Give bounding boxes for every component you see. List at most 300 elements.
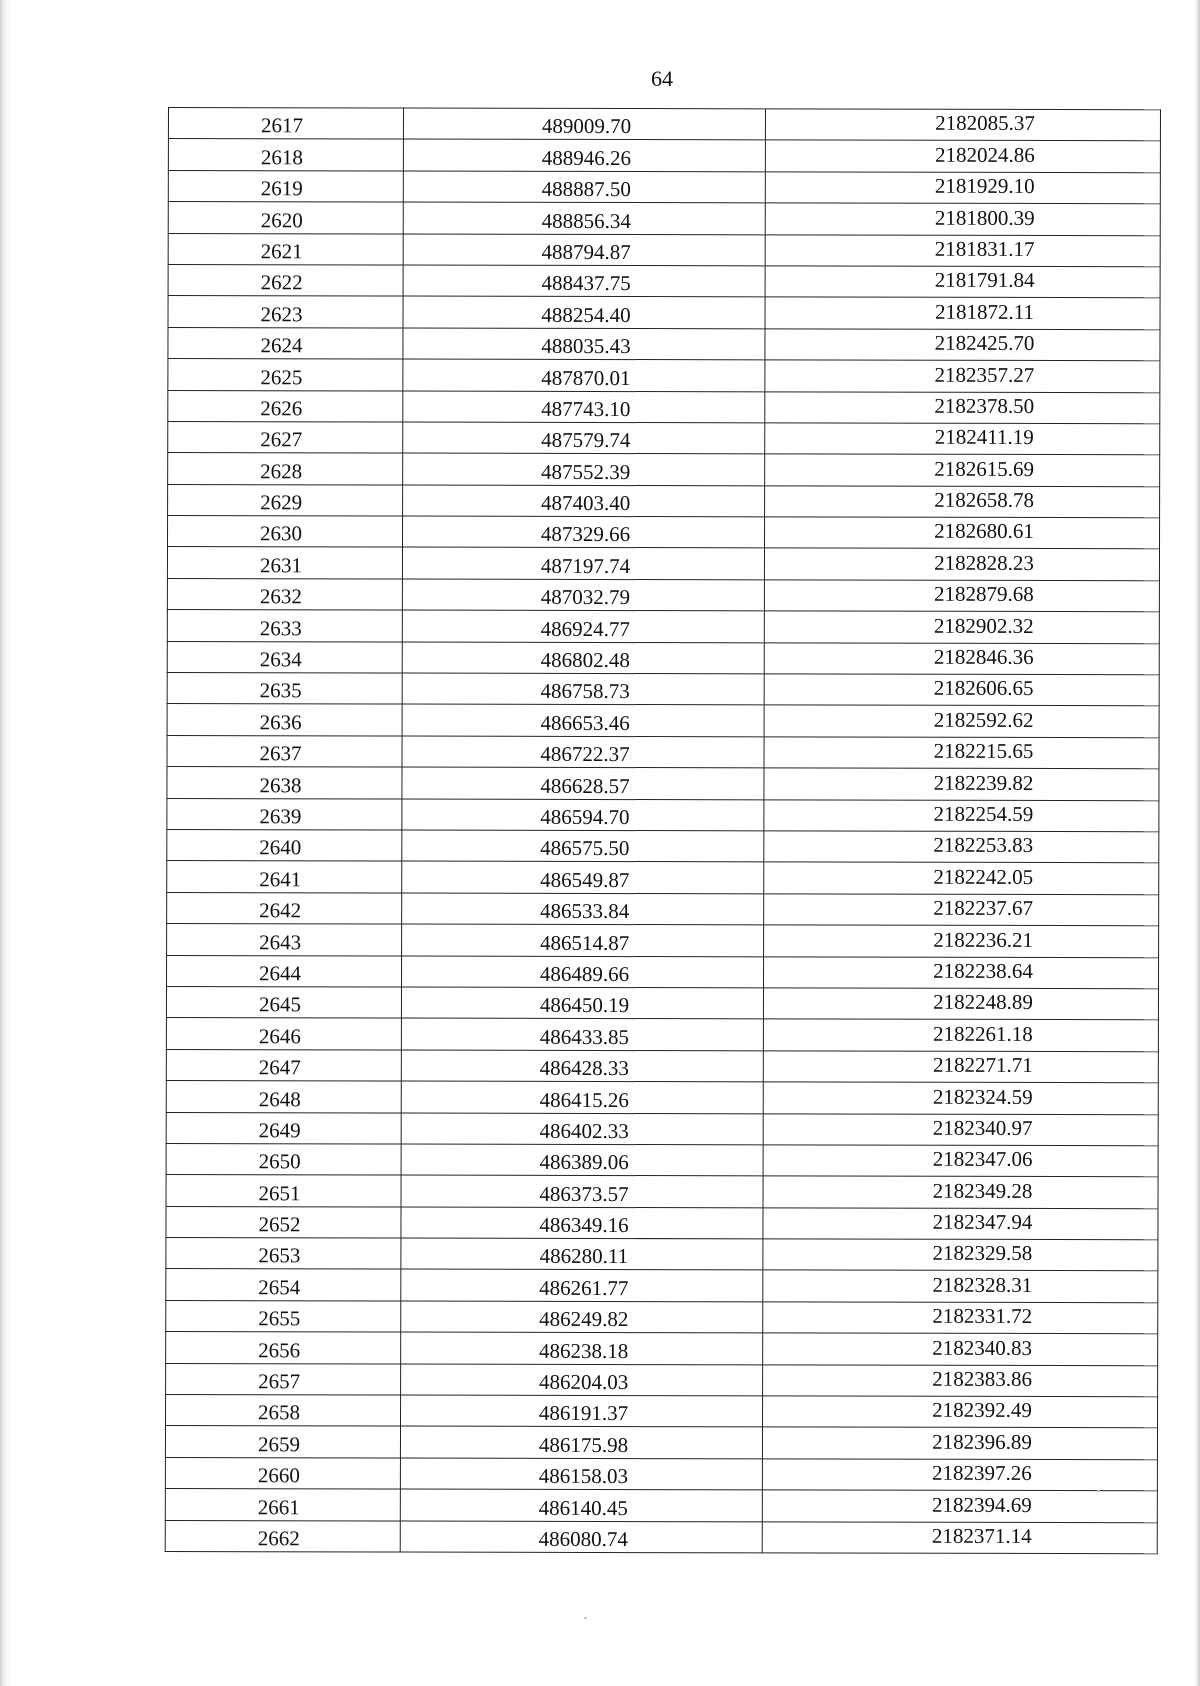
x-coordinate-cell — [402, 924, 764, 956]
x-coordinate-cell-text: 488794.87 — [541, 239, 631, 265]
x-coordinate-cell — [400, 1521, 762, 1553]
x-coordinate-cell — [402, 673, 764, 705]
scan-edge-left — [0, 0, 10, 1686]
y-coordinate-cell — [764, 548, 1159, 580]
point-number-cell — [167, 955, 402, 987]
x-coordinate-cell-text: 486389.06 — [539, 1150, 629, 1175]
point-number-cell — [168, 453, 403, 485]
point-number-cell-text: 2639 — [259, 804, 302, 829]
point-number-cell-text: 2628 — [260, 458, 303, 483]
x-coordinate-cell — [401, 1269, 763, 1301]
point-number-cell — [166, 1112, 401, 1144]
x-coordinate-cell — [401, 1207, 763, 1239]
y-coordinate-cell — [763, 1396, 1158, 1428]
point-number-cell — [166, 1018, 401, 1050]
point-number-cell — [168, 233, 403, 265]
x-coordinate-cell — [403, 139, 765, 171]
y-coordinate-cell-text: 2182378.50 — [934, 393, 1035, 418]
point-number-cell — [166, 1332, 401, 1364]
x-coordinate-cell-text: 488856.34 — [541, 208, 631, 233]
point-number-cell — [166, 1175, 401, 1207]
table-row — [168, 233, 1160, 267]
table-row — [166, 1049, 1158, 1083]
point-number-cell — [166, 1363, 401, 1395]
y-coordinate-cell — [763, 1270, 1158, 1302]
y-coordinate-cell — [763, 1145, 1158, 1177]
x-coordinate-cell — [403, 422, 765, 454]
x-coordinate-cell — [402, 861, 764, 893]
point-number-cell — [167, 641, 402, 673]
y-coordinate-cell — [765, 172, 1160, 204]
table-row — [166, 1081, 1158, 1115]
coordinate-table-body — [165, 108, 1160, 1554]
point-number-cell-text: 2619 — [260, 176, 303, 201]
y-coordinate-cell — [765, 329, 1160, 361]
point-number-cell — [166, 1269, 401, 1301]
point-number-cell-text: 2631 — [259, 553, 302, 578]
point-number-cell-text: 2647 — [258, 1055, 301, 1080]
point-number-cell-text: 2621 — [260, 239, 303, 264]
y-coordinate-cell-text: 2182248.89 — [933, 990, 1033, 1015]
table-row — [168, 453, 1160, 487]
point-number-cell — [168, 359, 403, 391]
y-coordinate-cell-text: 2182242.05 — [933, 864, 1034, 889]
y-coordinate-cell — [764, 768, 1159, 800]
x-coordinate-cell — [401, 1113, 763, 1145]
x-coordinate-cell — [401, 1301, 763, 1333]
y-coordinate-cell — [763, 1019, 1158, 1051]
y-coordinate-cell — [764, 894, 1159, 926]
x-coordinate-cell-text: 486415.26 — [539, 1087, 629, 1112]
table-row — [167, 955, 1159, 989]
point-number-cell — [168, 108, 403, 140]
point-number-cell — [165, 1489, 400, 1521]
table-row — [165, 1426, 1157, 1460]
table-row — [168, 516, 1160, 550]
x-coordinate-cell-text: 486450.19 — [539, 993, 630, 1018]
y-coordinate-cell — [763, 1364, 1158, 1396]
table-row — [168, 139, 1160, 173]
table-row — [166, 1175, 1158, 1209]
y-coordinate-cell-text: 2182331.72 — [932, 1303, 1033, 1329]
point-number-cell-text: 2649 — [258, 1118, 301, 1143]
x-coordinate-cell — [401, 987, 763, 1019]
y-coordinate-cell-text: 2182828.23 — [934, 550, 1034, 575]
y-coordinate-cell — [765, 266, 1160, 298]
table-row — [167, 641, 1159, 675]
scan-speck — [1097, 1490, 1100, 1492]
y-coordinate-cell — [762, 1490, 1157, 1522]
x-coordinate-cell — [400, 1489, 762, 1521]
x-coordinate-cell-text: 486433.85 — [539, 1024, 630, 1049]
x-coordinate-cell-text: 488946.26 — [541, 145, 632, 170]
y-coordinate-cell-text: 2182425.70 — [934, 330, 1035, 356]
y-coordinate-cell-text: 2182592.62 — [933, 707, 1034, 732]
y-coordinate-cell-text: 2182085.37 — [935, 111, 1035, 136]
x-coordinate-cell — [402, 893, 764, 925]
y-coordinate-cell — [765, 203, 1160, 235]
table-row — [166, 1238, 1158, 1272]
x-coordinate-cell — [402, 956, 764, 988]
scan-edge-right — [1194, 0, 1200, 1686]
x-coordinate-cell-text: 487743.10 — [541, 396, 631, 421]
y-coordinate-cell-text: 2181800.39 — [934, 205, 1035, 230]
point-number-cell — [165, 1457, 400, 1489]
y-coordinate-cell-text: 2182329.58 — [932, 1241, 1033, 1266]
x-coordinate-cell — [403, 265, 765, 297]
table-row — [168, 202, 1160, 236]
y-coordinate-cell-text: 2182349.28 — [932, 1178, 1033, 1203]
point-number-cell — [167, 767, 402, 799]
x-coordinate-cell-text: 486549.87 — [540, 867, 630, 892]
y-coordinate-cell — [765, 109, 1160, 141]
x-coordinate-cell-text: 487032.79 — [540, 585, 631, 610]
table-row — [168, 264, 1160, 298]
x-coordinate-cell — [403, 516, 765, 548]
point-number-cell-text: 2656 — [258, 1337, 301, 1362]
y-coordinate-cell — [764, 737, 1159, 769]
x-coordinate-cell-text: 486373.57 — [539, 1181, 629, 1206]
y-coordinate-cell — [765, 517, 1160, 549]
x-coordinate-cell — [401, 1332, 763, 1364]
x-coordinate-cell — [402, 610, 764, 642]
x-coordinate-cell-text: 486575.50 — [540, 836, 630, 861]
point-number-cell — [166, 1300, 401, 1332]
y-coordinate-cell — [764, 611, 1159, 643]
point-number-cell — [168, 516, 403, 548]
y-coordinate-cell-text: 2182215.65 — [933, 738, 1034, 764]
point-number-cell-text: 2653 — [258, 1243, 301, 1268]
point-number-cell — [167, 547, 402, 579]
x-coordinate-cell — [402, 579, 764, 611]
x-coordinate-cell-text: 486158.03 — [538, 1464, 629, 1489]
x-coordinate-cell-text: 487552.39 — [541, 459, 631, 484]
point-number-cell-text: 2640 — [259, 835, 302, 860]
y-coordinate-cell-text: 2182340.97 — [932, 1115, 1033, 1140]
y-coordinate-cell — [762, 1427, 1157, 1459]
table-row — [165, 1520, 1157, 1554]
x-coordinate-cell-text: 488035.43 — [541, 333, 631, 359]
y-coordinate-cell — [764, 580, 1159, 612]
x-coordinate-cell-text: 487403.40 — [540, 490, 631, 516]
y-coordinate-cell — [763, 1051, 1158, 1083]
x-coordinate-cell-text: 486280.11 — [539, 1244, 629, 1269]
x-coordinate-cell-text: 487870.01 — [541, 365, 631, 390]
y-coordinate-cell-text: 2181929.10 — [934, 173, 1035, 199]
point-number-cell — [168, 390, 403, 422]
x-coordinate-cell-text: 486653.46 — [540, 710, 630, 735]
y-coordinate-cell-text: 2182238.64 — [933, 958, 1033, 983]
x-coordinate-cell-text: 486533.84 — [540, 899, 630, 924]
point-number-cell — [166, 1081, 401, 1113]
x-coordinate-cell — [402, 830, 764, 862]
point-number-cell-text: 2626 — [260, 396, 303, 421]
x-coordinate-cell — [400, 1458, 762, 1490]
x-coordinate-cell — [401, 1175, 763, 1207]
y-coordinate-cell-text: 2182846.36 — [933, 644, 1034, 669]
point-number-cell — [166, 1049, 401, 1081]
table-row — [166, 1395, 1158, 1429]
table-row — [165, 1489, 1157, 1523]
x-coordinate-cell-text: 488887.50 — [541, 177, 631, 202]
point-number-cell — [166, 1395, 401, 1427]
x-coordinate-cell — [402, 736, 764, 768]
x-coordinate-cell-text: 487197.74 — [540, 553, 631, 578]
point-number-cell-text: 2638 — [259, 772, 302, 797]
table-row — [168, 327, 1160, 361]
table-row — [166, 1300, 1158, 1334]
y-coordinate-cell-text: 2182680.61 — [934, 519, 1034, 544]
x-coordinate-cell — [403, 202, 765, 234]
point-number-cell-text: 2644 — [259, 961, 302, 986]
x-coordinate-cell-text: 486722.37 — [540, 742, 630, 767]
x-coordinate-cell — [402, 799, 764, 831]
point-number-cell — [168, 421, 403, 453]
y-coordinate-cell — [765, 234, 1160, 266]
y-coordinate-cell — [765, 140, 1160, 172]
x-coordinate-cell — [403, 328, 765, 360]
x-coordinate-cell — [403, 453, 765, 485]
point-number-cell — [168, 170, 403, 202]
y-coordinate-cell — [764, 705, 1159, 737]
y-coordinate-cell-text: 2182371.14 — [931, 1523, 1032, 1548]
point-number-cell-text: 2632 — [259, 584, 302, 609]
y-coordinate-cell-text: 2182328.31 — [932, 1272, 1033, 1297]
point-number-cell — [167, 798, 402, 830]
point-number-cell-text: 2643 — [259, 929, 302, 954]
x-coordinate-cell-text: 486402.33 — [539, 1118, 629, 1143]
x-coordinate-cell-text: 489009.70 — [541, 114, 632, 139]
table-row — [168, 421, 1160, 455]
x-coordinate-cell — [403, 485, 765, 517]
x-coordinate-cell — [402, 704, 764, 736]
point-number-cell-text: 2650 — [258, 1149, 301, 1174]
table-row — [166, 1018, 1158, 1052]
y-coordinate-cell-text: 2181872.11 — [935, 299, 1035, 324]
x-coordinate-cell-text: 486594.70 — [540, 804, 630, 830]
point-number-cell — [168, 202, 403, 234]
y-coordinate-cell — [763, 1082, 1158, 1114]
y-coordinate-cell — [764, 642, 1159, 674]
point-number-cell — [167, 735, 402, 767]
table-row — [166, 1269, 1158, 1303]
x-coordinate-cell-text: 487579.74 — [541, 428, 631, 453]
point-number-cell-text: 2661 — [257, 1494, 300, 1519]
point-number-cell-text: 2654 — [258, 1275, 301, 1300]
table-row — [168, 108, 1160, 142]
x-coordinate-cell-text: 486428.33 — [539, 1055, 629, 1081]
table-row — [168, 170, 1160, 204]
x-coordinate-cell — [401, 1395, 763, 1427]
y-coordinate-cell — [765, 360, 1160, 392]
y-coordinate-cell — [762, 1459, 1157, 1491]
point-number-cell-text: 2655 — [258, 1306, 301, 1331]
y-coordinate-cell-text: 2182347.94 — [932, 1209, 1033, 1235]
point-number-cell — [167, 924, 402, 956]
y-coordinate-cell-text: 2182347.06 — [932, 1147, 1033, 1172]
table-row — [168, 390, 1160, 424]
y-coordinate-cell-text: 2182383.86 — [932, 1366, 1033, 1391]
x-coordinate-cell — [402, 642, 764, 674]
x-coordinate-cell-text: 486261.77 — [539, 1275, 629, 1300]
point-number-cell-text: 2657 — [258, 1369, 301, 1394]
table-row — [167, 767, 1159, 801]
point-number-cell-text: 2617 — [260, 113, 303, 138]
point-number-cell-text: 2624 — [260, 333, 303, 358]
table-row — [167, 735, 1159, 769]
table-row — [165, 1457, 1157, 1491]
table-row — [168, 484, 1160, 518]
point-number-cell — [167, 578, 402, 610]
x-coordinate-cell — [403, 234, 765, 266]
x-coordinate-cell — [403, 171, 765, 203]
table-row — [166, 1112, 1158, 1146]
x-coordinate-cell — [402, 767, 764, 799]
point-number-cell — [168, 484, 403, 516]
x-coordinate-cell-text: 486249.82 — [539, 1307, 629, 1332]
x-coordinate-cell-text: 486204.03 — [538, 1369, 629, 1395]
point-number-cell-text: 2625 — [260, 364, 303, 389]
y-coordinate-cell — [763, 1239, 1158, 1271]
table-row — [166, 1363, 1158, 1397]
x-coordinate-cell-text: 486802.48 — [540, 647, 630, 673]
point-number-cell — [167, 610, 402, 642]
x-coordinate-cell-text: 486349.16 — [539, 1212, 629, 1238]
x-coordinate-cell — [401, 1238, 763, 1270]
y-coordinate-cell-text: 2182237.67 — [933, 895, 1034, 921]
x-coordinate-cell — [403, 108, 765, 140]
x-coordinate-cell-text: 486238.18 — [539, 1338, 629, 1363]
point-number-cell-text: 2620 — [260, 207, 303, 232]
x-coordinate-cell — [400, 1426, 762, 1458]
table-row — [167, 798, 1159, 832]
point-number-cell — [168, 327, 403, 359]
point-number-cell — [168, 264, 403, 296]
y-coordinate-cell — [764, 862, 1159, 894]
y-coordinate-cell — [763, 988, 1158, 1020]
y-coordinate-cell-text: 2182261.18 — [932, 1021, 1033, 1046]
y-coordinate-cell-text: 2182253.83 — [933, 833, 1034, 858]
x-coordinate-cell-text: 486191.37 — [538, 1401, 629, 1426]
table-row — [167, 578, 1159, 612]
table-row — [166, 1332, 1158, 1366]
y-coordinate-cell — [765, 454, 1160, 486]
x-coordinate-cell — [403, 391, 765, 423]
point-number-cell — [167, 673, 402, 705]
point-number-cell — [166, 1238, 401, 1270]
x-coordinate-cell-text: 488437.75 — [541, 271, 631, 296]
y-coordinate-cell — [765, 486, 1160, 518]
y-coordinate-cell — [764, 925, 1159, 957]
y-coordinate-cell — [765, 391, 1160, 423]
point-number-cell-text: 2629 — [260, 490, 303, 515]
table-row — [166, 986, 1158, 1020]
y-coordinate-cell-text: 2182658.78 — [934, 487, 1035, 513]
point-number-cell-text: 2652 — [258, 1212, 301, 1237]
point-number-cell-text: 2642 — [259, 898, 302, 923]
point-number-cell — [165, 1426, 400, 1458]
x-coordinate-cell-text: 486140.45 — [538, 1495, 628, 1520]
y-coordinate-cell-text: 2181791.84 — [934, 268, 1035, 293]
table-row — [167, 924, 1159, 958]
coordinate-table — [165, 107, 1161, 1554]
y-coordinate-cell-text: 2182396.89 — [932, 1429, 1032, 1454]
point-number-cell-text: 2637 — [259, 741, 302, 766]
point-number-cell-text: 2633 — [259, 615, 302, 640]
x-coordinate-cell-text: 486924.77 — [540, 616, 630, 641]
point-number-cell-text: 2645 — [258, 992, 301, 1017]
point-number-cell-text: 2660 — [257, 1463, 300, 1488]
y-coordinate-cell-text: 2182340.83 — [932, 1335, 1033, 1360]
table-row — [168, 296, 1160, 330]
table-row — [167, 704, 1159, 738]
table-row — [166, 1206, 1158, 1240]
x-coordinate-cell-text: 487329.66 — [540, 522, 631, 547]
y-coordinate-cell-text: 2182615.69 — [934, 456, 1035, 481]
x-coordinate-cell-text: 486489.66 — [539, 961, 630, 986]
y-coordinate-cell — [764, 674, 1159, 706]
x-coordinate-cell — [401, 1018, 763, 1050]
x-coordinate-cell-text: 488254.40 — [541, 302, 631, 327]
y-coordinate-cell — [763, 1302, 1158, 1334]
y-coordinate-cell-text: 2182397.26 — [932, 1460, 1032, 1486]
y-coordinate-cell-text: 2182394.69 — [931, 1492, 1032, 1517]
point-number-cell-text: 2659 — [257, 1432, 300, 1457]
point-number-cell — [167, 829, 402, 861]
y-coordinate-cell — [763, 1208, 1158, 1240]
point-number-cell-text: 2630 — [260, 521, 303, 546]
point-number-cell — [165, 1520, 400, 1552]
point-number-cell-text: 2635 — [259, 678, 302, 703]
y-coordinate-cell — [765, 297, 1160, 329]
y-coordinate-cell — [763, 1113, 1158, 1145]
point-number-cell-text: 2636 — [259, 710, 302, 735]
y-coordinate-cell-text: 2182239.82 — [933, 770, 1034, 795]
y-coordinate-cell-text: 2182024.86 — [934, 142, 1035, 167]
point-number-cell — [168, 296, 403, 328]
point-number-cell-text: 2627 — [260, 427, 303, 452]
x-coordinate-cell — [401, 1364, 763, 1396]
point-number-cell-text: 2641 — [259, 866, 302, 892]
table-row — [167, 892, 1159, 926]
y-coordinate-cell — [763, 1333, 1158, 1365]
y-coordinate-cell-text: 2182357.27 — [934, 362, 1035, 387]
y-coordinate-cell — [762, 1521, 1157, 1553]
point-number-cell-text: 2648 — [258, 1086, 301, 1111]
point-number-cell — [167, 861, 402, 893]
y-coordinate-cell-text: 2181831.17 — [934, 236, 1035, 261]
point-number-cell-text: 2651 — [258, 1180, 301, 1205]
table-row — [167, 547, 1159, 581]
x-coordinate-cell-text: 486080.74 — [538, 1526, 628, 1552]
table-row — [167, 610, 1159, 644]
point-number-cell — [167, 892, 402, 924]
x-coordinate-cell-text: 486758.73 — [540, 679, 630, 704]
y-coordinate-cell-text: 2182254.59 — [933, 801, 1034, 826]
point-number-cell — [166, 986, 401, 1018]
x-coordinate-cell — [403, 296, 765, 328]
table-row — [167, 861, 1159, 895]
y-coordinate-cell-text: 2182236.21 — [933, 927, 1034, 952]
table-row — [167, 673, 1159, 707]
page-number: 64 — [651, 66, 673, 91]
y-coordinate-cell — [763, 1176, 1158, 1208]
point-number-cell — [167, 704, 402, 736]
y-coordinate-cell-text: 2182324.59 — [932, 1084, 1033, 1109]
y-coordinate-cell — [764, 831, 1159, 863]
point-number-cell — [166, 1143, 401, 1175]
point-number-cell-text: 2646 — [258, 1023, 301, 1049]
